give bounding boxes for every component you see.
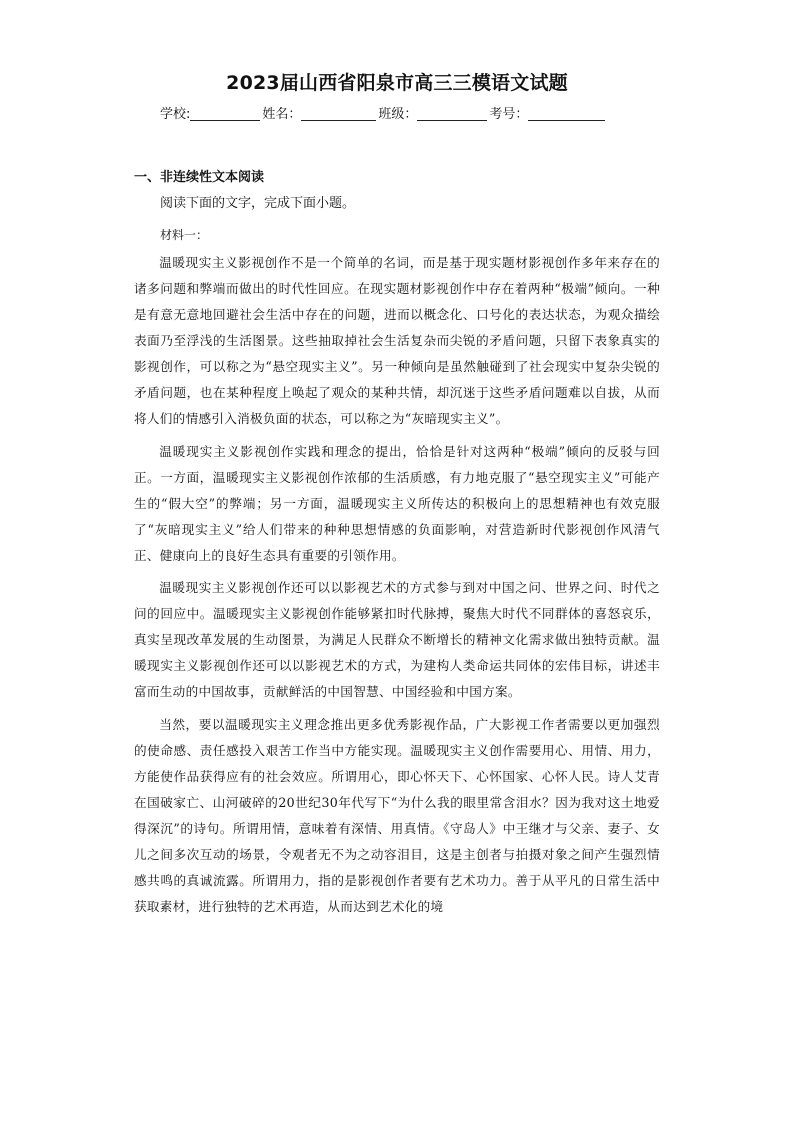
- section-heading: 一、非连续性文本阅读: [134, 170, 265, 185]
- student-info-line: [160, 103, 680, 122]
- name-label: 姓名：: [262, 107, 302, 122]
- exam-number-label: 考号：: [489, 107, 529, 122]
- material-label: 材料一：: [160, 228, 209, 242]
- paragraph: 温暖现实主义影视创作不是一个简单的名词，而是基于现实题材影视创作多年来存在的诸多问题和弊端而做出的时代性回应。在现实题材影视创作中存在着两种“极端”倾向。一种是有意无意地回避社会生活中存在的问题，进而以概念化、口号化的表达状态，为观众描绘表面乃至浮浅的生活图景。这些抽取掉社会生活复杂而尖锐的矛盾问题，只留下表象真实的影视创作，可以称之为“悬空现实主义”。另一种倾向是虽然触碰到了社会现实中复杂尖锐的矛盾问题，也在某种程度上唤起了观众的某种共情，却沉迷于这些矛盾问题难以自拔，从而将人们的情感引入消极负面的状态，可以称之为“灰暗现实主义”。: [134, 255, 660, 426]
- instruction-text: 阅读下面的文字，完成下面小题。: [160, 196, 356, 211]
- page-title: 2023届山西省阳泉市高三三模语文试题: [226, 72, 568, 94]
- paragraph: 当然，要以温暖现实主义理念推出更多优秀影视作品，广大影视工作者需要以更加强烈的使命感、责任感投入艰苦工作当中方能实现。温暖现实主义创作需要用心、用情、用力，方能使作品获得应有的社会效应。所谓用心，即心怀天下、心怀国家、心怀人民。诗人艾青在国破家亡、山河破碎的20世纪30年代写下“为什么我的眼里常含泪水？因为我对这土地爱得深沉”的诗句。所谓用情，意味着有深情、用真情。《守岛人》中王继才与父亲、妻子、女儿之间多次互动的场景，令观者无不为之动容泪目，这是主创者与拍摄对象之间产生强烈情感共鸣的真诚流露。所谓用力，指的是影视创作者要有艺术功力。善于从平凡的日常生活中获取素材，进行独特的艺术再造，从而达到艺术化的境: [134, 716, 660, 914]
- name-blank[interactable]: [301, 106, 376, 121]
- school-blank[interactable]: [190, 106, 260, 121]
- class-blank[interactable]: [417, 106, 487, 121]
- reading-passage: [134, 250, 660, 926]
- exam-number-blank[interactable]: [528, 106, 605, 121]
- class-label: 班级：: [378, 107, 418, 122]
- school-label: 学校:: [160, 107, 191, 122]
- paragraph: 温暖现实主义影视创作还可以以影视艺术的方式参与到对中国之问、世界之问、时代之问的回应中。温暖现实主义影视创作能够紧扣时代脉搏，聚焦大时代不同群体的喜怒哀乐，真实呈现改革发展的生动图景，为满足人民群众不断增长的精神文化需求做出独特贡献。温暖现实主义影视创作还可以以影视艺术的方式，为建构人类命运共同体的宏伟目标，讲述丰富而生动的中国故事，贡献鲜活的中国智慧、中国经验和中国方案。: [134, 580, 660, 699]
- paragraph: 温暖现实主义影视创作实践和理念的提出，恰恰是针对这两种“极端”倾向的反驳与回正。一方面，温暖现实主义影视创作浓郁的生活质感，有力地克服了“悬空现实主义”可能产生的“假大空”的弊端；另一方面，温暖现实主义所传达的积极向上的思想精神也有效克服了“灰暗现实主义”给人们带来的种种思想情感的负面影响，对营造新时代影视创作风清气正、健康向上的良好生态具有重要的引领作用。: [134, 443, 660, 563]
